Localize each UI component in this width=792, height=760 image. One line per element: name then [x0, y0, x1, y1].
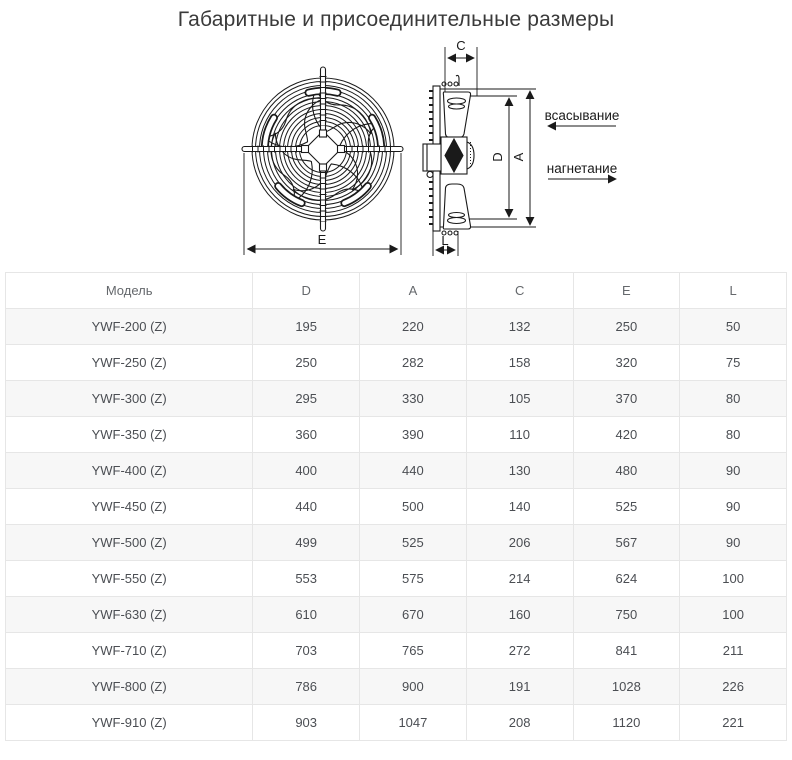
discharge-label: нагнетание [546, 161, 618, 176]
model-cell: YWF-200 (Z) [6, 309, 253, 345]
value-cell: 160 [466, 597, 573, 633]
col-header-d: D [253, 273, 360, 309]
table-header-row [6, 273, 787, 309]
value-cell: 440 [360, 453, 467, 489]
value-cell: 250 [573, 309, 680, 345]
value-cell: 282 [360, 345, 467, 381]
value-cell: 110 [466, 417, 573, 453]
model-cell: YWF-400 (Z) [6, 453, 253, 489]
value-cell: 250 [253, 345, 360, 381]
value-cell: 670 [360, 597, 467, 633]
value-cell: 703 [253, 633, 360, 669]
value-cell: 1028 [573, 669, 680, 705]
dimension-label-c: C [456, 38, 466, 53]
value-cell: 130 [466, 453, 573, 489]
value-cell: 610 [253, 597, 360, 633]
side-blade-bottom [443, 184, 470, 229]
value-cell: 330 [360, 381, 467, 417]
table-row [6, 417, 787, 453]
page-title: Габаритные и присоединительные размеры [177, 8, 615, 31]
model-cell: YWF-250 (Z) [6, 345, 253, 381]
dimension-label-d: D [490, 152, 505, 162]
model-cell: YWF-630 (Z) [6, 597, 253, 633]
value-cell: 90 [680, 489, 787, 525]
value-cell: 370 [573, 381, 680, 417]
value-cell: 1120 [573, 705, 680, 741]
value-cell: 499 [253, 525, 360, 561]
model-cell: YWF-800 (Z) [6, 669, 253, 705]
value-cell: 320 [573, 345, 680, 381]
table-row [6, 525, 787, 561]
value-cell: 420 [573, 417, 680, 453]
value-cell: 191 [466, 669, 573, 705]
side-blade-top [443, 92, 470, 138]
value-cell: 525 [360, 525, 467, 561]
value-cell: 206 [466, 525, 573, 561]
value-cell: 295 [253, 381, 360, 417]
value-cell: 400 [253, 453, 360, 489]
col-header-e: E [573, 273, 680, 309]
table-row [6, 309, 787, 345]
value-cell: 900 [360, 669, 467, 705]
value-cell: 553 [253, 561, 360, 597]
table-row [6, 705, 787, 741]
value-cell: 221 [680, 705, 787, 741]
value-cell: 90 [680, 525, 787, 561]
model-cell: YWF-910 (Z) [6, 705, 253, 741]
value-cell: 440 [253, 489, 360, 525]
value-cell: 50 [680, 309, 787, 345]
value-cell: 1047 [360, 705, 467, 741]
model-cell: YWF-500 (Z) [6, 525, 253, 561]
value-cell: 765 [360, 633, 467, 669]
table-row [6, 345, 787, 381]
value-cell: 90 [680, 453, 787, 489]
value-cell: 100 [680, 597, 787, 633]
value-cell: 500 [360, 489, 467, 525]
value-cell: 480 [573, 453, 680, 489]
table-row [6, 669, 787, 705]
value-cell: 750 [573, 597, 680, 633]
model-cell: YWF-710 (Z) [6, 633, 253, 669]
table-row [6, 381, 787, 417]
value-cell: 903 [253, 705, 360, 741]
value-cell: 360 [253, 417, 360, 453]
model-cell: YWF-350 (Z) [6, 417, 253, 453]
value-cell: 214 [466, 561, 573, 597]
value-cell: 208 [466, 705, 573, 741]
fan-side-view [423, 38, 619, 256]
value-cell: 841 [573, 633, 680, 669]
fan-drawing [0, 34, 792, 272]
dimensions-table [5, 272, 787, 741]
model-cell: YWF-450 (Z) [6, 489, 253, 525]
dimension-label-l: L [441, 233, 449, 248]
model-cell: YWF-300 (Z) [6, 381, 253, 417]
fan-dimensions-figure [0, 34, 792, 272]
value-cell: 195 [253, 309, 360, 345]
value-cell: 105 [466, 381, 573, 417]
suction-label: всасывание [544, 108, 620, 123]
value-cell: 575 [360, 561, 467, 597]
value-cell: 75 [680, 345, 787, 381]
table-row [6, 597, 787, 633]
dimension-label-e: E [317, 232, 327, 247]
table-row [6, 561, 787, 597]
value-cell: 100 [680, 561, 787, 597]
value-cell: 226 [680, 669, 787, 705]
value-cell: 624 [573, 561, 680, 597]
value-cell: 132 [466, 309, 573, 345]
value-cell: 525 [573, 489, 680, 525]
value-cell: 158 [466, 345, 573, 381]
value-cell: 390 [360, 417, 467, 453]
value-cell: 211 [680, 633, 787, 669]
dimension-label-a: A [511, 152, 526, 162]
table-row [6, 453, 787, 489]
col-header-c: C [466, 273, 573, 309]
value-cell: 567 [573, 525, 680, 561]
col-header-a: A [360, 273, 467, 309]
fan-front-view [242, 67, 403, 255]
value-cell: 786 [253, 669, 360, 705]
side-hub [441, 137, 474, 174]
value-cell: 80 [680, 381, 787, 417]
value-cell: 220 [360, 309, 467, 345]
value-cell: 140 [466, 489, 573, 525]
col-header-model: Модель [6, 273, 253, 309]
value-cell: 80 [680, 417, 787, 453]
table-row [6, 633, 787, 669]
table-row [6, 489, 787, 525]
model-cell: YWF-550 (Z) [6, 561, 253, 597]
value-cell: 272 [466, 633, 573, 669]
col-header-l: L [680, 273, 787, 309]
